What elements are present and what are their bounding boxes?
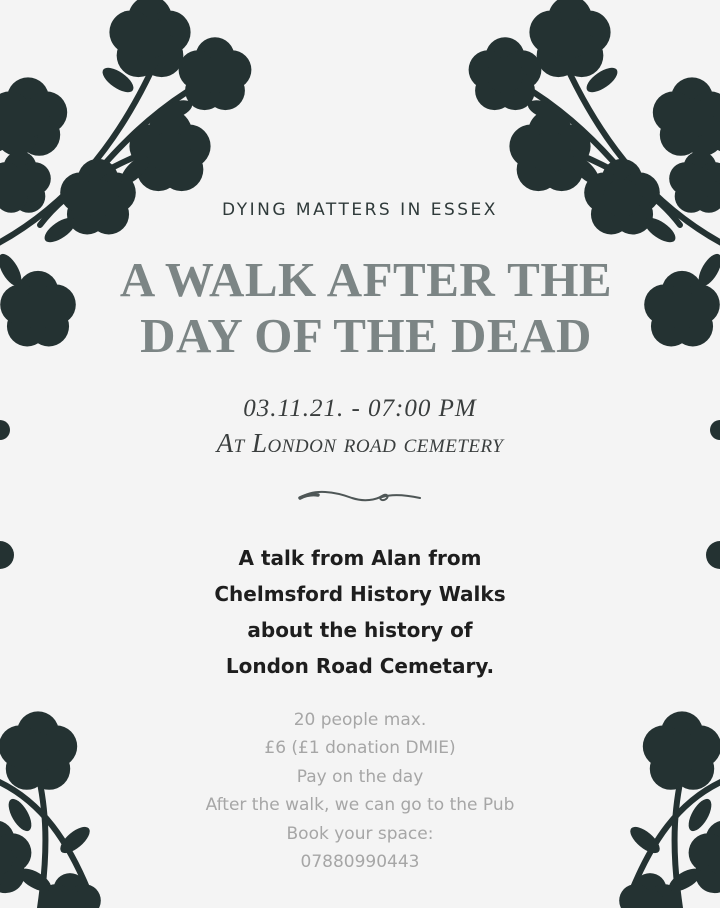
- talk-line-3: about the history of: [247, 618, 473, 642]
- detail-capacity: 20 people max.: [293, 710, 427, 730]
- event-venue: At London road cemetery: [216, 428, 504, 458]
- talk-line-2: Chelmsford History Walks: [214, 582, 506, 606]
- event-details: [0, 706, 720, 876]
- event-title-line-2: DAY OF THE DEAD: [140, 308, 592, 363]
- detail-payment: Pay on the day: [296, 766, 424, 787]
- detail-phone-number: 07880990443: [300, 852, 420, 873]
- organizer-heading: DYING MATTERS IN ESSEX: [222, 200, 498, 220]
- event-title: [96, 252, 636, 364]
- event-datetime: 03.11.21. - 07:00 PM: [243, 395, 477, 422]
- talk-line-4: London Road Cemetary.: [225, 654, 495, 678]
- flourish-divider-icon: [296, 486, 424, 508]
- event-title-line-1: A WALK AFTER THE: [119, 252, 613, 307]
- detail-price: £6 (£1 donation DMIE): [264, 738, 456, 759]
- detail-after-walk: After the walk, we can go to the Pub: [205, 795, 515, 816]
- talk-line-1: A talk from Alan from: [238, 546, 482, 570]
- talk-description: [0, 540, 720, 684]
- detail-booking-label: Book your space:: [286, 823, 434, 844]
